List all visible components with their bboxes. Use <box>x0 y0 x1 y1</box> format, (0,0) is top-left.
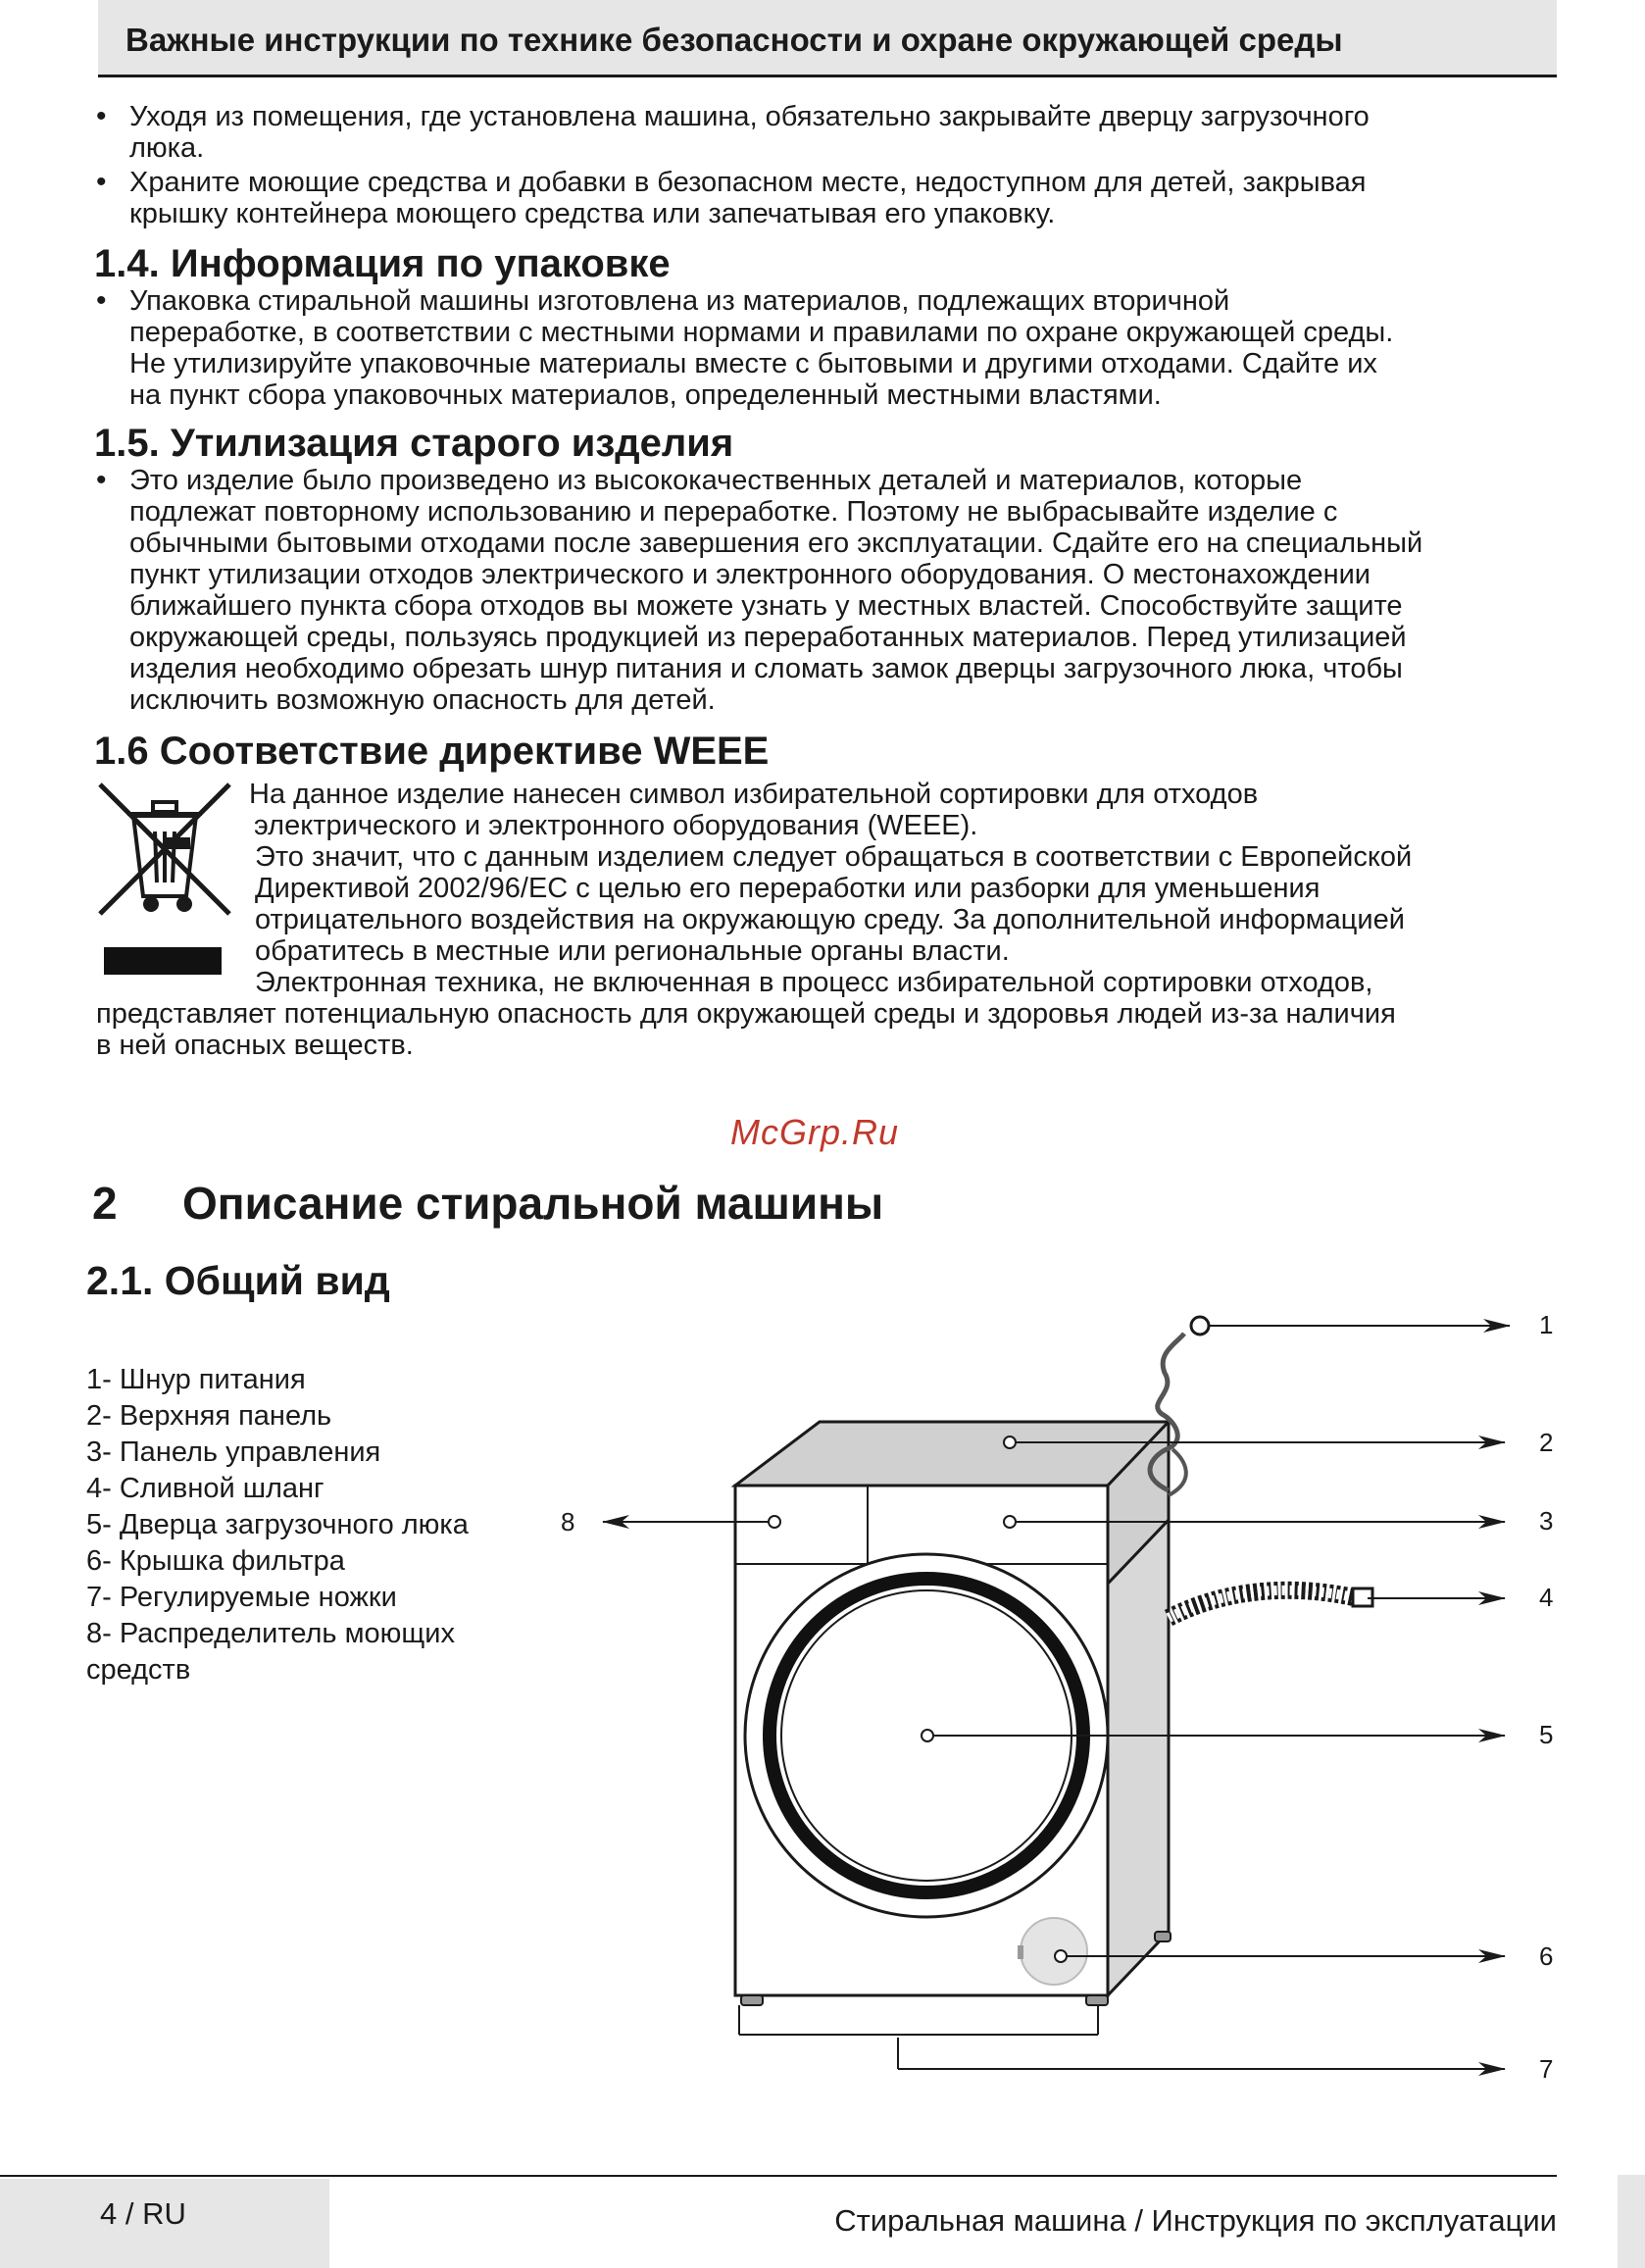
list-item: 5- Дверца загрузочного люка <box>86 1509 469 1540</box>
list-item <box>94 285 1565 411</box>
callout-label-5: 5 <box>1539 1720 1554 1749</box>
chapter-number: 2 <box>92 1178 118 1229</box>
list-item: 8- Распределитель моющих <box>86 1618 455 1649</box>
page-header-title: Важные инструкции по технике безопасности и охране окружающей среды <box>125 22 1343 58</box>
list-item-line: Упаковка стиральной машины изготовлена из материалов, подлежащих вторичной <box>129 285 1230 317</box>
callout-dot <box>1004 1516 1016 1528</box>
footer-divider <box>0 2175 1557 2177</box>
foot-right <box>1086 1995 1108 2005</box>
list-item-line: ближайшего пункта сбора отходов вы можете узнать у местных властей. Способствуйте защите <box>129 590 1403 622</box>
callout-label-8: 8 <box>561 1507 575 1537</box>
callout-dot <box>922 1730 933 1741</box>
weee-line: в ней опасных веществ. <box>96 1030 414 1061</box>
callout-label-1: 1 <box>1539 1310 1554 1339</box>
section-title: 1.5. Утилизация старого изделия <box>94 422 734 465</box>
callout-label-6: 6 <box>1539 1941 1554 1971</box>
washing-machine-diagram <box>549 1304 1588 2108</box>
list-item-line: пункт утилизации отходов электрического и электронного оборудования. О местонахождении <box>129 559 1371 590</box>
callout-label-3: 3 <box>1539 1506 1554 1536</box>
weee-paragraph-3-rest <box>96 998 1396 1061</box>
weee-paragraph-3-first <box>255 967 1372 998</box>
packaging-bullet-list <box>94 285 1565 411</box>
list-item-line: изделия необходимо обрезать шнур питания и сломать замок дверцы загрузочного люка, чтобы <box>129 653 1403 684</box>
list-item-line: окружающей среды, пользуясь продукцией из переработанных материалов. Перед утилизацией <box>129 622 1407 653</box>
list-item-line: Уходя из помещения, где установлена машина, обязательно закрывайте дверцу загрузочного <box>129 101 1370 132</box>
section-weee <box>94 730 1565 773</box>
callout-label-7: 7 <box>1539 2054 1554 2084</box>
footer-document-title: Стиральная машина / Инструкция по эксплуатации <box>834 2203 1557 2238</box>
disposal-bullet-list <box>94 465 1565 716</box>
weee-line: На данное изделие нанесен символ избирательной сортировки для отходов <box>249 779 1259 810</box>
list-item <box>94 167 1565 229</box>
list-item-line: Это изделие было произведено из высококачественных деталей и материалов, которые <box>129 465 1303 496</box>
callout-label-4: 4 <box>1539 1583 1554 1612</box>
section-title: 1.4. Информация по упаковке <box>94 242 671 285</box>
weee-line: представляет потенциальную опасность для окружающей среды и здоровья людей из-за наличия <box>96 998 1396 1030</box>
weee-paragraph-2 <box>255 841 1412 967</box>
list-item-line: переработке, в соответствии с местными нормами и правилами по охране окружающей среды. <box>129 317 1394 348</box>
list-item-line: подлежат повторному использованию и переработке. Поэтому не выбрасывайте изделие с <box>129 496 1338 528</box>
list-item: 1- Шнур питания <box>86 1364 306 1395</box>
list-item: 3- Панель управления <box>86 1436 381 1468</box>
filter-cover <box>1021 1918 1087 1985</box>
power-plug <box>1191 1317 1209 1335</box>
list-item-line: Храните моющие средства и добавки в безопасном месте, недоступном для детей, закрывая <box>129 167 1367 198</box>
machine-top-panel <box>735 1422 1169 1486</box>
section-title: 1.6 Соответствие директиве WEEE <box>94 730 770 773</box>
foot-left <box>741 1995 763 2005</box>
list-item: средств <box>86 1654 191 1686</box>
callout-dot <box>1004 1436 1016 1448</box>
intro-bullet-list <box>94 101 1565 229</box>
list-item: 7- Регулируемые ножки <box>86 1582 397 1613</box>
watermark-link[interactable]: McGrp.Ru <box>730 1112 900 1152</box>
list-item: 6- Крышка фильтра <box>86 1545 345 1577</box>
list-item: 2- Верхняя панель <box>86 1400 332 1432</box>
callout-label-2: 2 <box>1539 1428 1554 1457</box>
section-disposal <box>94 422 1565 716</box>
weee-line: электрического и электронного оборудования (WEEE). <box>254 810 978 841</box>
list-item-line: на пункт сбора упаковочных материалов, определенный местными властями. <box>129 379 1162 411</box>
list-item-line: исключить возможную опасность для детей. <box>129 684 716 716</box>
list-item-line: крышку контейнера моющего средства или запечатывая его упаковку. <box>129 198 1056 229</box>
list-item-line: Не утилизируйте упаковочные материалы вместе с бытовыми и другими отходами. Сдайте их <box>129 348 1377 379</box>
weee-line: Это значит, что с данным изделием следует обращаться в соответствии с Европейской <box>255 841 1413 873</box>
list-item: 4- Сливной шланг <box>86 1473 324 1504</box>
list-item <box>94 465 1565 716</box>
weee-paragraph-1 <box>249 779 1258 841</box>
weee-line: отрицательного воздействия на окружающую среду. За дополнительной информацией <box>255 904 1405 935</box>
parts-list <box>86 1362 469 1688</box>
callout-dot <box>1055 1950 1067 1962</box>
section-packaging <box>94 242 1565 411</box>
list-item-line: люка. <box>129 132 205 164</box>
weee-line: Директивой 2002/96/EC с целью его переработки или разборки для уменьшения <box>255 873 1321 904</box>
weee-line: Электронная техника, не включенная в процесс избирательной сортировки отходов, <box>255 967 1373 998</box>
chapter-title-text: Описание стиральной машины <box>182 1178 884 1229</box>
list-item <box>94 101 1565 164</box>
footer-page-number: 4 / RU <box>100 2196 186 2231</box>
section-title-overview: 2.1. Общий вид <box>86 1258 390 1303</box>
weee-crossed-bin-icon <box>96 781 233 977</box>
chapter-title <box>92 1177 883 1230</box>
intro-section <box>94 101 1565 229</box>
machine-side-panel <box>1108 1520 1169 1995</box>
weee-line: обратитесь в местные или региональные органы власти. <box>255 935 1010 967</box>
footer-corner-mark <box>1618 2175 1645 2268</box>
callout-dot <box>769 1516 780 1528</box>
list-item-line: обычными бытовыми отходами после завершения его эксплуатации. Сдайте его на специальный <box>129 528 1423 559</box>
